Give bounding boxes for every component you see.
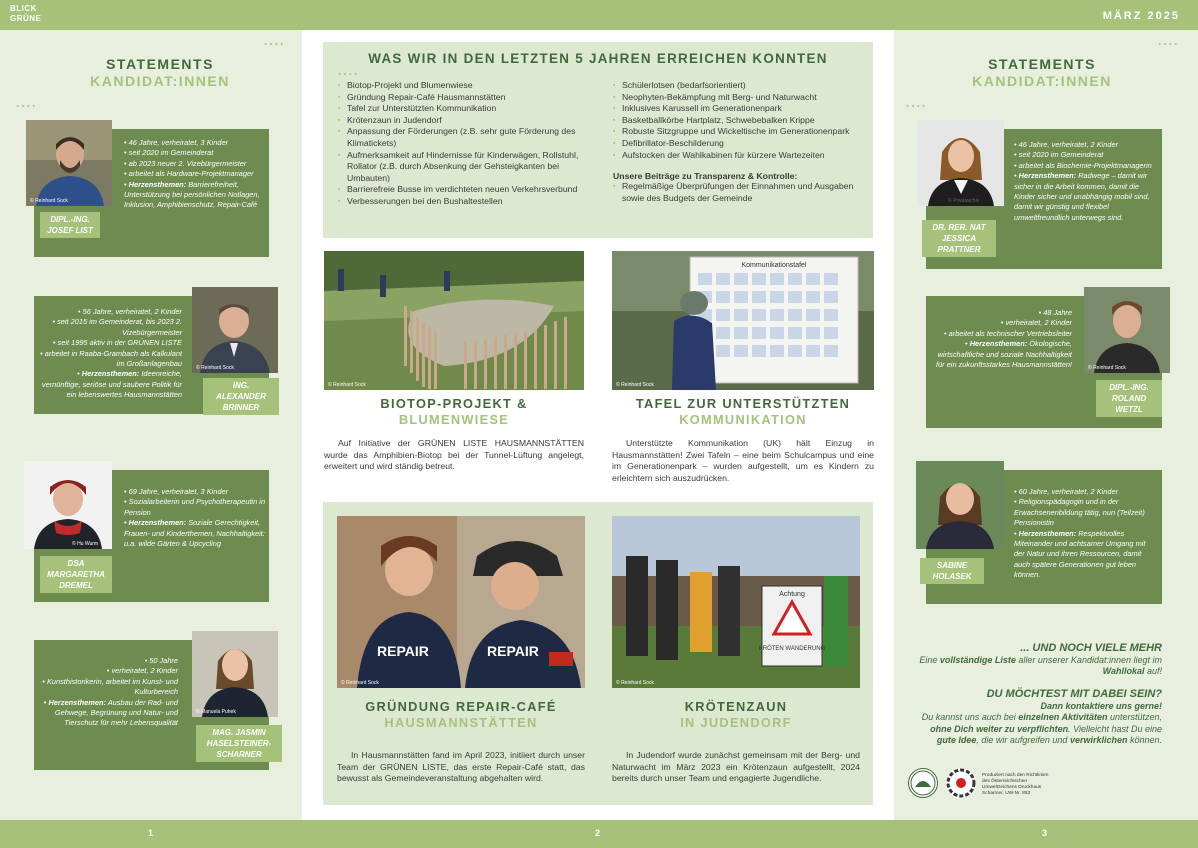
candidate-bullets: • 69 Jahre, verheiratet, 3 Kinder • Sozialarbeiterin und Psychotherapeutin in Pension • Herzensthemen: Soziale Gerechtigkeit, Frauen- und Kinderthemen, Nachhaltigkeit: u.a. wilde Gärten & Upcycling [124,487,266,549]
photo-credit: © Reinhard Sock [616,680,654,686]
portrait-image [192,287,278,373]
join-subtitle: Dann kontaktiere uns gerne! [1040,701,1162,711]
photo-credit: © Reinhard Sock [341,680,379,686]
candidate-bullets: • 56 Jahre, verheiratet, 2 Kinder • seit 2015 im Gemeinderat, bis 2023 2. Vizebürgermeister • seit 1995 aktiv in der GRÜNEN LISTE • arbeitet in Raaba-Grambach als Kalkulant im Großanlagenbau • Herzensthemen: Ideenreiche, vernünftige, seriöse und saubere Politik für ein lebenswertes Hausmannstätten [38,307,182,401]
sign-heading: Achtung [779,591,805,598]
candidate-bullets: • 46 Jahre, verheiratet, 2 Kinder • seit 2020 im Gemeinderat • arbeitet als Biochemie-Projektmanagerin • Herzensthemen: Radwege – damit wir sicher in die Arbeit kommen, damit die Kinder sicher und unabhängig mobil sind, damit wir günstig und flexibel umweltfreundlich unterwegs sind. [1014,140,1158,223]
photo-credit: © Hu Wurm [72,541,99,547]
candidate-name: DR. RER. NAT JESSICA PRATTNER [922,220,996,257]
join-title: DU MÖCHTEST MIT DABEI SEIN? [986,688,1162,700]
feature-text: Auf Initiative der GRÜNEN LISTE HAUSMANNSTÄTTEN wurde das Amphibien-Biotop bei der Tunnel-Lüftung angelegt, erweitert und wird ständig betreut. [324,438,584,472]
candidate-bullets: • 48 Jahre • verheiratet, 2 Kinder • arbeitet als technischer Vertriebsleiter • Herzensthemen: Ökologische, wirtschaftliche und soziale Nachhaltigkeit für ein zukunftsstarkes Hausmannstätten! [930,308,1072,370]
photo-credit: © Reinhard Sock [328,382,366,388]
feature-title: GRÜNDUNG REPAIR-CAFÉ [365,699,557,714]
issue-date: MÄRZ 2025 [1102,10,1180,22]
decor-dots: .... [338,64,360,78]
transparency-list: ▪ Regelmäßige Überprüfungen der Einnahmen und Ausgaben sowie des Budgets der Gemeinde [613,181,863,204]
achievements-right [613,80,863,204]
feature-title: KRÖTENZAUN [684,699,788,714]
candidate-photo [918,120,1004,206]
shirt-logo: REPAIR [487,643,539,659]
join-text-2: ohne Dich weiter zu verpflichten. Vielleicht hast Du eine [930,723,1162,734]
candidate-name: DIPL.-ING. JOSEF LIST [40,212,100,238]
toad-fence-photo [612,516,860,688]
brand-logo: BLICK GRÜNE [10,4,42,23]
transparency-subhead: Unsere Beiträge zu Transparenz & Kontrolle: [613,171,798,182]
top-bar [0,0,1198,30]
candidate-photo [26,120,112,206]
candidate-name: SABINE HOLASEK [920,558,984,584]
more-title: ... UND NOCH VIELE MEHR [1020,642,1162,654]
portrait-image [24,461,112,549]
page-number: 2 [595,828,601,838]
feature-title: TAFEL ZUR UNTERSTÜTZTEN [635,396,851,411]
photo-credit: © Manuela Puhek [196,709,236,715]
join-block [912,688,1162,747]
join-text-1: Du kannst uns auch bei einzelnen Aktivitäten unterstützen, [921,712,1162,723]
board-caption: Kommunikationstafel [741,262,807,269]
feature-title: BIOTOP-PROJEKT & [380,396,528,411]
candidate-photo [916,461,1004,549]
feature-subtitle: IN JUDENDORF [680,715,792,730]
feature-text: Unterstützte Kommunikation (UK) hält Einzug in Hausmannstätten! Zwei Tafeln – eine beim Schulcampus und eine im Generationenpark – wurden aufgestellt, um es Kindern zu erleichtern sich auszudrücken. [612,438,874,483]
candidate-name: ING. ALEXANDER BRINNER [203,378,279,415]
join-text-3: gute Idee, die wir aufgreifen und verwirklichen können. [936,735,1162,746]
eco-label-icon [908,768,938,798]
decor-dots: .... [264,34,286,48]
print-note: Produziert nach den Richtlinien des Österreichischen Umweltzeichens Druckhaus Scharmer, UW-Nr. 853 [982,773,1049,796]
more-text: Eine vollständige Liste aller unserer Kandidat:innen liegt im Wahllokal auf! [919,655,1162,677]
portrait-image [192,631,278,717]
shirt-logo: REPAIR [377,643,429,659]
achievements-list-left: ▪ Biotop-Projekt und Blumenwiese ▪ Gründung Repair-Café Hausmannstätten ▪ Tafel zur Unterstützten Kommunikation ▪ Krötenzaun in Judendorf ▪ Anpassung der Förderungen (z.B. sehr gute Förderung des Klimatickets) ▪ Aufmerksamkeit auf Hindernisse für Kinderwägen, Rollstuhl, Rollator (z.B. durch Absenkung der Gehsteigkanten bei Umbauten) ▪ Barrierefreie Busse im verdichteten neuen Verkehrsverbund ▪ Verbesserungen bei den Bushaltestellen [338,80,594,208]
page-number: 3 [1042,828,1048,838]
achievements-list-right: ▪ Schülerlotsen (bedarfsorientiert) ▪ Neophyten-Bekämpfung mit Berg- und Naturwacht ▪ Inklusives Karussell im Generationenpark ▪ Basketballkörbe Hartplatz, Schwebebalken Krippe ▪ Robuste Sitzgruppe und Wickeltische im Generationenpark ▪ Defibrillator-Beschilderung ▪ Aufstocken der Wahlkabinen für kürzere Wartezeiten [613,80,863,161]
candidate-bullets: • 60 Jahre, verheiratet, 2 Kinder • Religionspädagogin und in der Erwachsenenbildung tätig, nun (Teilzeit) Pensionistin • Herzensthemen: Respektvolles Miteinander und achtsamer Umgang mit der Natur und ihren Ressourcen, damit auch spätere Generationen gut leben können. [1014,487,1158,581]
biotop-photo [324,251,584,390]
photo-credit: © Reinhard Sock [196,365,234,371]
photo-credit: © Reinhard Sock [1088,365,1126,371]
candidate-photo [192,631,278,717]
feature-text: In Hausmannstätten fand im April 2023, initiiert durch unser Team der GRÜNEN LISTE, das erste Repair-Café statt, das bewusst als Gemeindeveranstaltung abgehalten wird. [337,750,585,784]
candidate-bullets: • 50 Jahre • verheiratet, 2 Kinder • Kunsthistorikerin, arbeitet im Kunst- und Kulturbereich • Herzensthemen: Ausbau der Rad- und Gehwege, Begrünung und Natur- und Tierschutz für mehr Lebensqualität [40,656,178,729]
section-subtitle: KANDIDAT:INNEN [90,73,230,89]
candidate-name: DSA MARGARETHA DREMEL [40,556,112,593]
page-number: 1 [148,828,154,838]
portrait-image [26,120,112,206]
communication-board-photo [612,251,874,390]
candidate-name: MAG. JASMIN HASELSTEINER- SCHARNER [196,725,282,762]
feature-subtitle: BLUMENWIESE [398,412,510,427]
section-title: STATEMENTS [988,56,1096,72]
section-title: STATEMENTS [106,56,214,72]
decor-dots: .... [906,96,928,110]
more-candidates-block [912,642,1162,678]
feature-text: In Judendorf wurde zunächst gemeinsam mit der Berg- und Naturwacht im März 2023 ein Krötenzaun aufgestellt, 2024 bereits durch unser Team und engagierte Jugendliche. [612,750,860,784]
decor-dots: .... [1158,34,1180,48]
candidate-photo [24,461,112,549]
candidate-bullets: • 46 Jahre, verheiratet, 3 Kinder • seit 2020 im Gemeinderat • ab 2023 neuer 2. Vizebürgermeister • arbeitet als Hardware-Projektmanager • Herzensthemen: Barrierefreiheit, Unterstützung bei persönlichen Notlagen, Inklusion, Amphibienschutz, Repair-Café [124,138,266,211]
sign-text: KRÖTEN WANDERUNG [758,646,826,652]
candidate-photo [192,287,278,373]
section-subtitle: KANDIDAT:INNEN [972,73,1112,89]
feature-subtitle: KOMMUNIKATION [679,412,807,427]
photo-credit: © Reinhard Sock [616,382,654,388]
photo-credit: © Privatarchiv [948,198,980,204]
portrait-image [916,461,1004,549]
candidate-photo [1084,287,1170,373]
photo-credit: © Reinhard Sock [30,198,68,204]
umweltzeichen-icon [946,768,976,798]
portrait-image [1084,287,1170,373]
portrait-image [918,120,1004,206]
repair-cafe-photo [337,516,585,688]
candidate-name: DIPL.-ING. ROLAND WETZL [1096,380,1162,417]
decor-dots: .... [16,96,38,110]
feature-subtitle: HAUSMANNSTÄTTEN [384,715,538,730]
achievements-title: WAS WIR IN DEN LETZTEN 5 JAHREN ERREICHEN KONNTEN [368,51,828,66]
